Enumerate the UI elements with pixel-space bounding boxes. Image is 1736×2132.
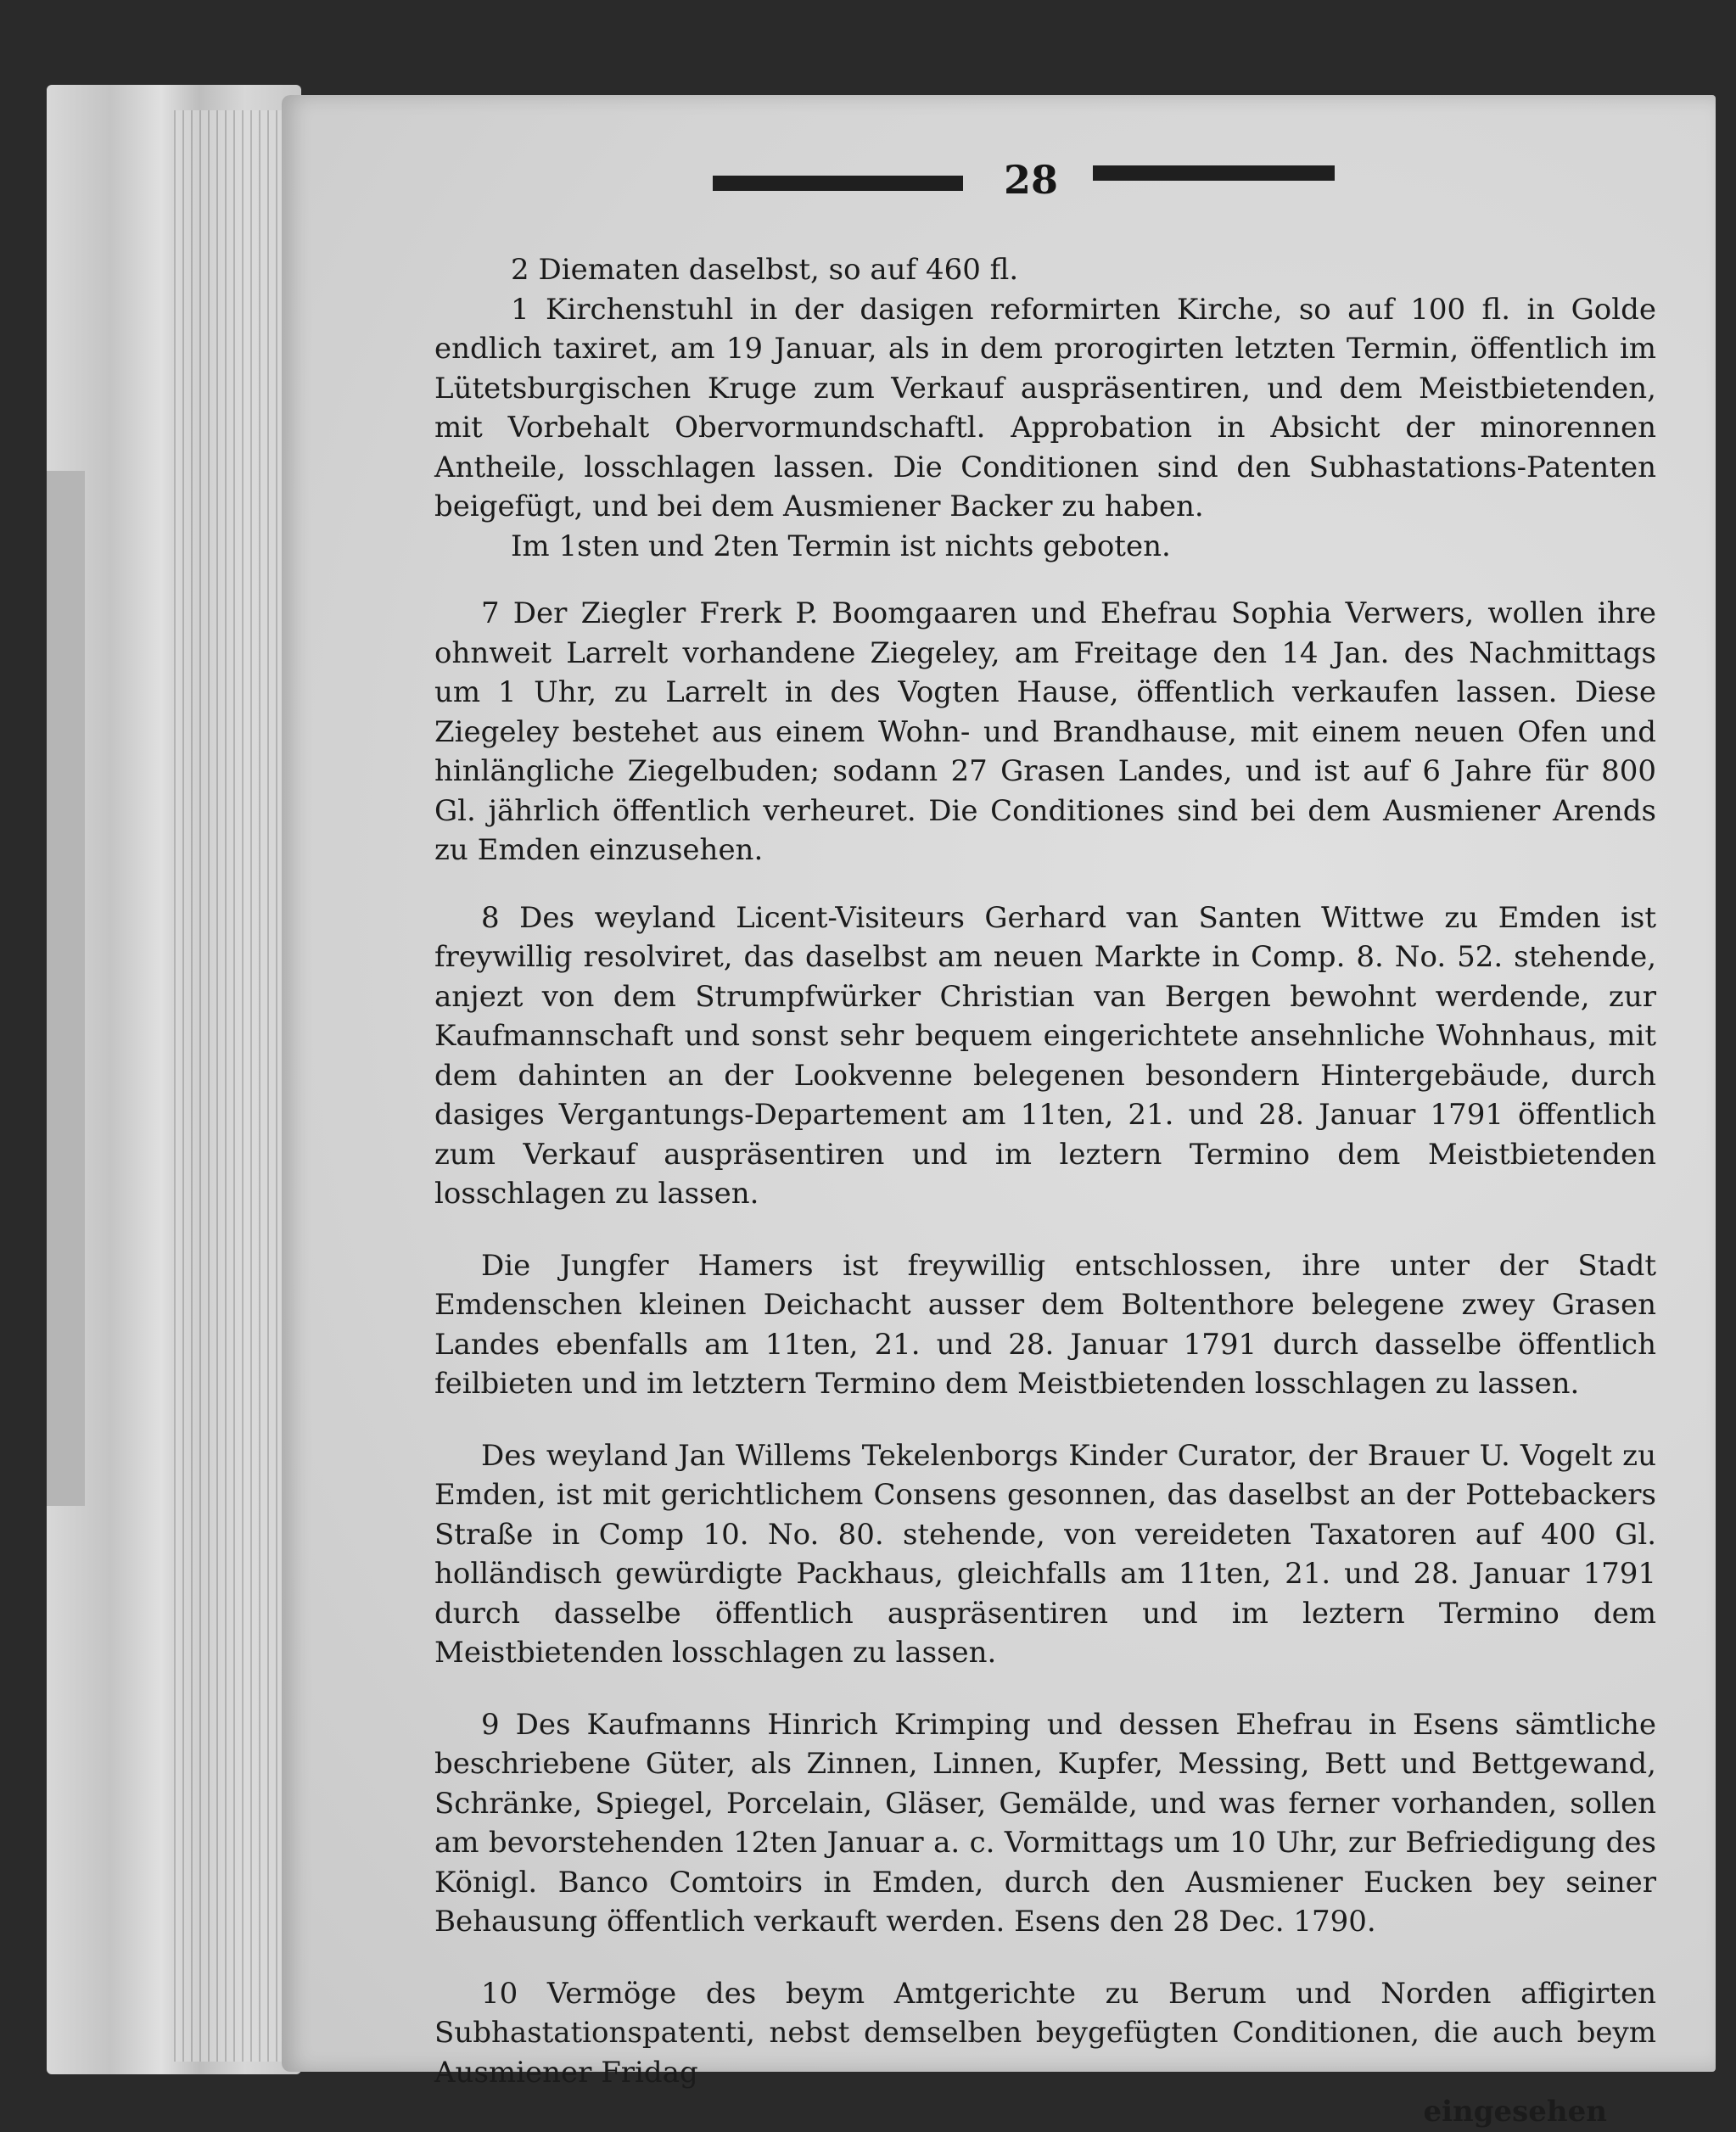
page-number: 28 bbox=[1003, 157, 1058, 203]
paragraph: Die Jungfer Hamers ist freywillig entschlossen, ihre unter der Stadt Emdenschen kleinen Deichacht ausser dem Boltenthore belegene zwey Grasen Landes ebenfalls am 11ten, 21. und 28. Januar 1791 durch dasselbe öffentlich feilbieten und im letztern Termino dem Meistbietenden losschlagen zu lassen. bbox=[434, 1248, 1656, 1401]
catchword: eingesehen bbox=[1423, 2095, 1607, 2129]
paragraph: 8 Des weyland Licent-Visiteurs Gerhard van Santen Wittwe zu Emden ist freywillig resolviret, das daselbst am neuen Markte in Comp. 8. No. 52. stehende, anjezt von dem Strumpfwürker Christian van Bergen bewohnt werdende, zur Kaufmannschaft und sonst sehr bequem eingerichtete ansehnliche Wohnhaus, mit dem dahinten an der Lookvenne belegenen besondern Hintergebäude, durch dasiges Vergantungs-Departement am 11ten, 21. und 28. Januar 1791 öffentlich zum Verkauf auspräsentiren und im leztern Termino dem Meistbietenden losschlagen zu lassen. bbox=[434, 900, 1656, 1211]
header-rule-right bbox=[1093, 165, 1335, 181]
paragraph: 1 Kirchenstuhl in der dasigen reformirten Kirche, so auf 100 fl. in Golde endlich taxiret, am 19 Januar, als in dem prorogirten letzten Termin, öffentlich im Lütetsburgischen Kruge zum Verkauf auspräsentiren, und dem Meistbietenden, mit Vorbehalt Obervormundschaftl. Approbation in Absicht der minorennen Antheile, losschlagen lassen. Die Conditionen sind den Subhastations-Patenten beigefügt, und bei dem Ausmiener Backer zu haben. bbox=[434, 292, 1656, 523]
paragraph: Des weyland Jan Willems Tekelenborgs Kinder Curator, der Brauer U. Vogelt zu Emden, ist mit gerichtlichem Consens gesonnen, das daselbst an der Pottebackers Straße in Comp 10. No. 80. stehende, von vereideten Taxatoren auf 400 Gl. holländisch gewürdigte Packhaus, gleichfalls am 11ten, 21. und 28. Januar 1791 durch dasselbe öffentlich auspräsentiren und im leztern Termino dem Meistbietenden losschlagen zu lassen. bbox=[434, 1438, 1656, 1670]
paragraph: 7 Der Ziegler Frerk P. Boomgaaren und Ehefrau Sophia Verwers, wollen ihre ohnweit Larrelt vorhandene Ziegeley, am Freitage den 14 Jan. des Nachmittags um 1 Uhr, zu Larrelt in des Vogten Hause, öffentlich verkaufen lassen. Diese Ziegeley bestehet aus einem Wohn- und Brandhause, mit einem neuen Ofen und hinlängliche Ziegelbuden; sodann 27 Grasen Landes, und ist auf 6 Jahre für 800 Gl. jährlich öffentlich verheuret. Die Conditiones sind bei dem Ausmiener Arends zu Emden einzusehen. bbox=[434, 596, 1656, 867]
paragraph: 2 Diematen daselbst, so auf 460 fl. bbox=[511, 253, 1019, 287]
paragraph: 9 Des Kaufmanns Hinrich Krimping und dessen Ehefrau in Esens sämtliche beschriebene Güter, als Zinnen, Linnen, Kupfer, Messing, Bett und Bettgewand, Schränke, Spiegel, Porcelain, Gläser, Gemälde, und was ferner vorhanden, sollen am bevorstehenden 12ten Januar a. c. Vormittags um 10 Uhr, zur Befriedigung des Königl. Banco Comtoirs in Emden, durch den Ausmiener Eucken bey seiner Behausung öffentlich verkauft werden. Esens den 28 Dec. 1790. bbox=[434, 1707, 1656, 1939]
page-header bbox=[0, 157, 1736, 203]
paragraph: Im 1sten und 2ten Termin ist nichts geboten. bbox=[511, 529, 1171, 563]
book-cover-edge bbox=[47, 471, 85, 1506]
paragraph: 10 Vermöge des beym Amtgerichte zu Berum und Norden affigirten Subhastationspatenti, nebst demselben beygefügten Conditionen, die auch beym Ausmiener Fridag bbox=[434, 1976, 1656, 2090]
document-body bbox=[434, 250, 1656, 2132]
header-rule-left bbox=[713, 176, 963, 191]
